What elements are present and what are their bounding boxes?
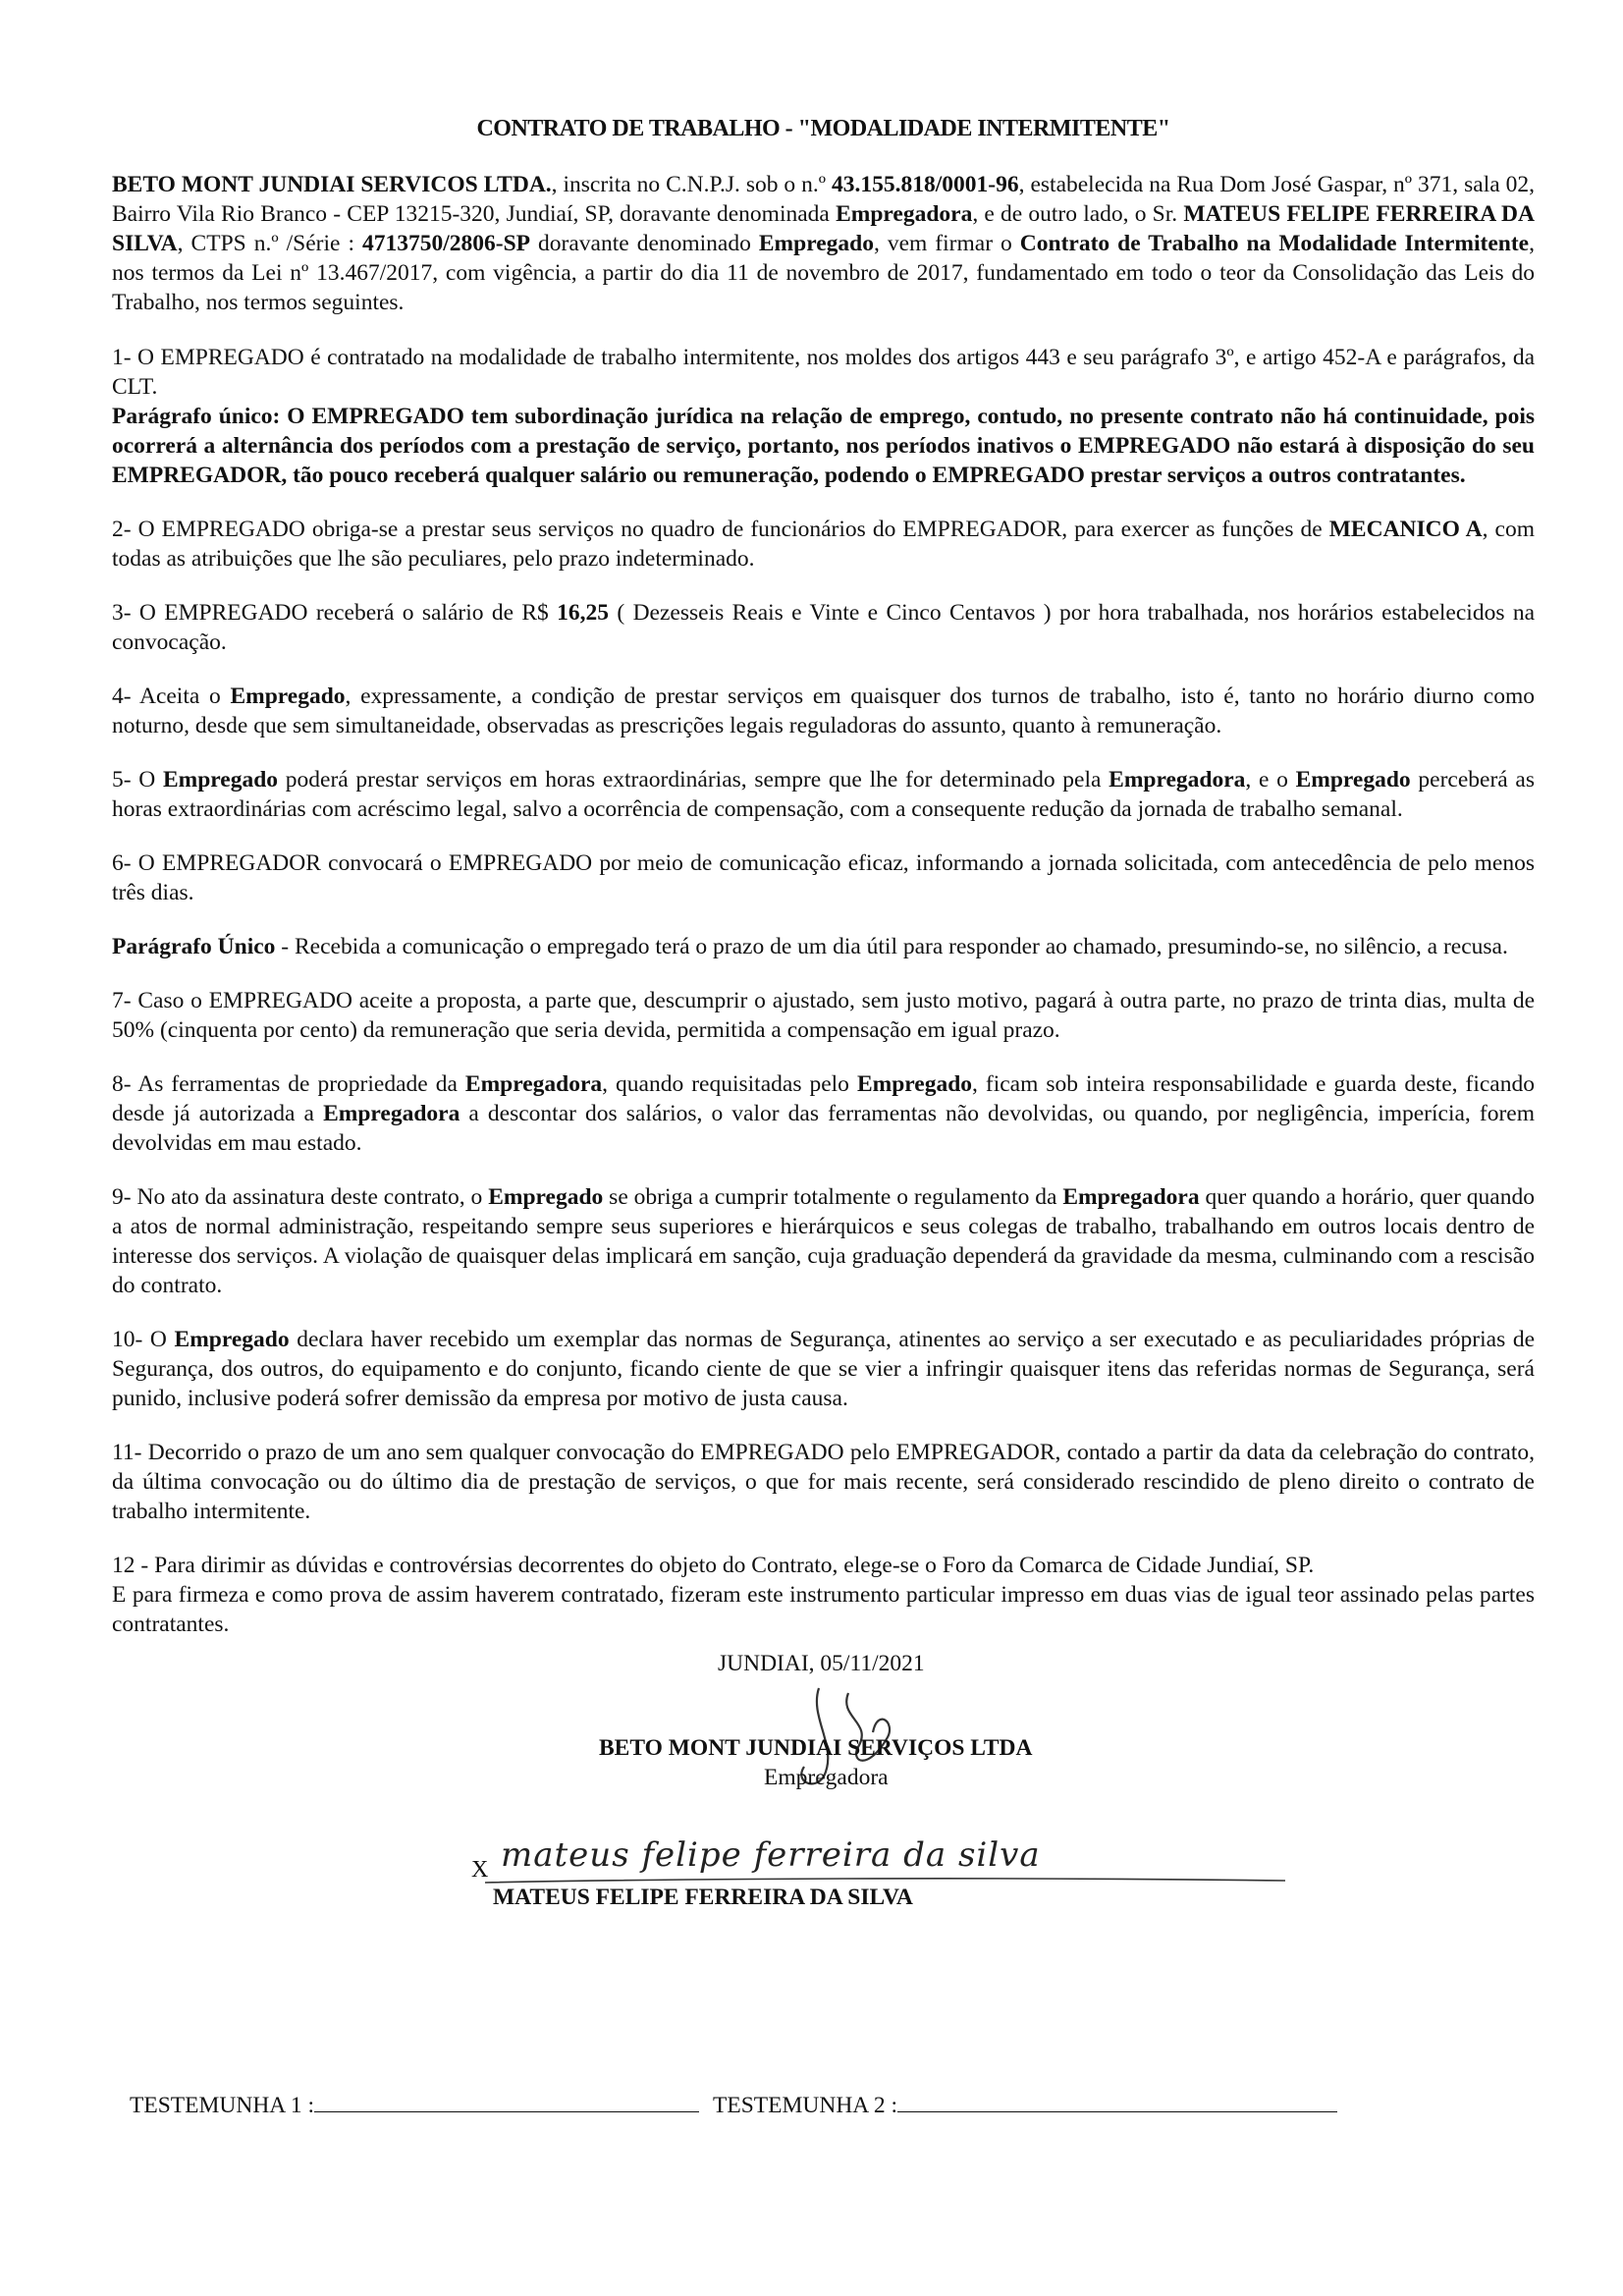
clause-2: 2- O EMPREGADO obriga-se a prestar seus serviços no quadro de funcionários do EMPREGADOR, para exercer as funções de MECANICO A, com todas as atribuições que lhe são peculiares, pelo prazo indeterminado.: [112, 517, 1535, 572]
signature-x-mark: X: [471, 1857, 489, 1883]
job-role: MECANICO A: [1328, 517, 1483, 542]
clause-7: 7- Caso o EMPREGADO aceite a proposta, a parte que, descumprir o ajustado, sem justo motivo, pagará à outra parte, no prazo de trinta dias, multa de 50% (cinquenta por cento) da remuneração que seria devida, permitida a compensação em igual prazo.: [112, 988, 1535, 1043]
clause-9: 9- No ato da assinatura deste contrato, o Empregado se obriga a cumprir totalmente o regulamento da Empregadora quer quando a horário, quer quando a atos de normal administração, respeitando sempre seus superiores e hierárquicos e seus colegas de trabalho, trabalhando em outros locais dentro de interesse dos serviços. A violação de quaisquer delas implicará em sanção, cuja graduação dependerá da gravidade da mesma, culminando com a rescisão do contrato.: [112, 1184, 1535, 1298]
clause-1: 1- O EMPREGADO é contratado na modalidade de trabalho intermitente, nos moldes dos artigos 443 e seu parágrafo 3º, e artigo 452-A e parágrafos, da CLT.: [112, 345, 1535, 400]
clause-10: 10- O Empregado declara haver recebido um exemplar das normas de Segurança, atinentes ao serviço a ser executado e as peculiaridades próprias de Segurança, dos outros, do equipamento e do conjunto, ficando ciente de que se vier a infringir quaisquer itens das referidas normas de Segurança, será punido, inclusive poderá sofrer demissão da empresa por motivo de justa causa.: [112, 1327, 1536, 1411]
employee-name: MATEUS FELIPE FERREIRA DA SILVA: [112, 201, 1536, 256]
ctps-number: 4713750/2806-SP: [362, 231, 531, 256]
witness-2-label: TESTEMUNHA 2 :: [713, 2093, 897, 2118]
witness-1: [130, 2093, 699, 2119]
employer-name: BETO MONT JUNDIAI SERVIÇOS LTDA: [599, 1735, 1033, 1761]
intro-paragraph: BETO MONT JUNDIAI SERVICOS LTDA., inscrita no C.N.P.J. sob o n.º 43.155.818/0001-96, estabelecida na Rua Dom José Gaspar, nº 371, sala 02, Bairro Vila Rio Branco - CEP 13215-320, Jundiaí, SP, doravante denominada Empregadora, e de outro lado, o Sr. MATEUS FELIPE FERREIRA DA SILVA, CTPS n.º /Série : 4713750/2806-SP doravante denominado Empregado, vem firmar o Contrato de Trabalho na Modalidade Intermitente, nos termos da Lei nº 13.467/2017, com vigência, a partir do dia 11 de novembro de 2017, fundamentado em todo o teor da Consolidação das Leis do Trabalho, nos termos seguintes.: [112, 172, 1536, 315]
witness-2: [713, 2093, 1337, 2119]
contract-type: Contrato de Trabalho na Modalidade Intermitente: [1019, 231, 1530, 256]
clause-4: 4- Aceita o Empregado, expressamente, a condição de prestar serviços em quaisquer dos turnos de trabalho, isto é, tanto no horário diurno como noturno, desde que sem simultaneidade, observadas as prescrições legais reguladoras do assunto, quanto à remuneração.: [112, 683, 1535, 738]
closing-statement: E para firmeza e como prova de assim haverem contratado, fizeram este instrumento particular impresso em duas vias de igual teor assinado pelas partes contratantes.: [112, 1582, 1535, 1637]
cnpj-number: 43.155.818/0001-96: [832, 172, 1019, 197]
clause-5: 5- O Empregado poderá prestar serviços em horas extraordinárias, sempre que lhe for determinado pela Empregadora, e o Empregado perceberá as horas extraordinárias com acréscimo legal, salvo a ocorrência de compensação, com a consequente redução da jornada de trabalho semanal.: [112, 767, 1535, 822]
clause-3: 3- O EMPREGADO receberá o salário de R$ 16,25 ( Dezesseis Reais e Vinte e Cinco Centavos ) por hora trabalhada, nos horários estabelecidos na convocação.: [112, 600, 1535, 655]
clause-12: 12 - Para dirimir as dúvidas e controvérsias decorrentes do objeto do Contrato, elege-se o Foro da Comarca de Cidade Jundiaí, SP.: [112, 1553, 1315, 1578]
company-name: BETO MONT JUNDIAI SERVICOS LTDA.: [112, 172, 552, 197]
document-title: CONTRATO DE TRABALHO - "MODALIDADE INTERMITENTE": [476, 116, 1170, 141]
signature-block: [112, 1639, 1535, 1963]
clause-6-paragraph-unico: Parágrafo Único - Recebida a comunicação o empregado terá o prazo de um dia útil para responder ao chamado, presumindo-se, no silêncio, a recusa.: [112, 934, 1508, 959]
clause-11: 11- Decorrido o prazo de um ano sem qualquer convocação do EMPREGADO pelo EMPREGADOR, contado a partir da data da celebração do contrato, da última convocação ou do último dia de prestação de serviços, o que for mais recente, será considerado rescindido de pleno direito o contrato de trabalho intermitente.: [112, 1440, 1535, 1524]
witness-1-line[interactable]: [314, 2094, 699, 2112]
clause-6: 6- O EMPREGADOR convocará o EMPREGADO por meio de comunicação eficaz, informando a jornada solicitada, com antecedência de pelo menos três dias.: [112, 850, 1535, 905]
hourly-wage: 16,25: [557, 600, 610, 626]
witness-2-line[interactable]: [897, 2094, 1337, 2112]
clause-1-paragraph-unico: Parágrafo único: O EMPREGADO tem subordinação jurídica na relação de emprego, contudo, no presente contrato não há continuidade, pois ocorrerá a alternância dos períodos com a prestação de serviço, portanto, nos períodos inativos o EMPREGADO não estará à disposição do seu EMPREGADOR, tão pouco receberá qualquer salário ou remuneração, podendo o EMPREGADO prestar serviços a outros contratantes.: [112, 404, 1536, 488]
employee-printed-name: MATEUS FELIPE FERREIRA DA SILVA: [493, 1885, 913, 1910]
employee-handwritten-signature: mateus felipe ferreira da silva: [501, 1835, 1041, 1875]
witness-1-label: TESTEMUNHA 1 :: [130, 2093, 314, 2118]
signing-date: JUNDIAI, 05/11/2021: [718, 1651, 925, 1676]
clause-8: 8- As ferramentas de propriedade da Empregadora, quando requisitadas pelo Empregado, ficam sob inteira responsabilidade e guarda deste, ficando desde já autorizada a Empregadora a descontar dos salários, o valor das ferramentas não devolvidas, ou quando, por negligência, imperícia, forem devolvidas em mau estado.: [112, 1071, 1535, 1156]
employer-role: Empregadora: [764, 1765, 889, 1790]
